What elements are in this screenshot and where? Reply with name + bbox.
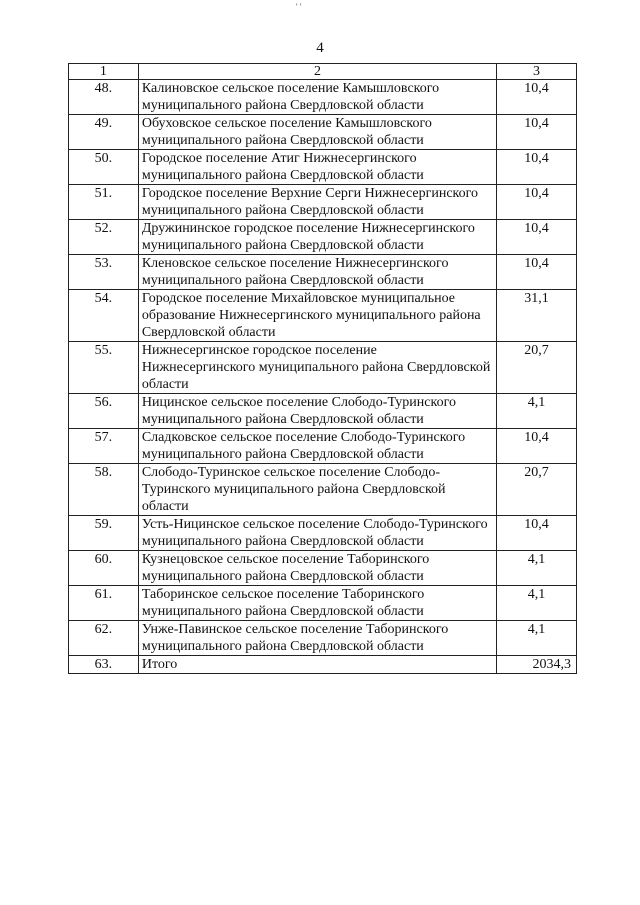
table-row (69, 220, 577, 255)
allocation-value: 4,1 (497, 586, 577, 621)
allocation-value: 10,4 (497, 220, 577, 255)
settlement-name: Сладковское сельское поселение Слободо-Туринского муниципального района Свердловской области (138, 429, 496, 464)
settlement-name: Городское поселение Михайловское муниципальное образование Нижнесергинского муниципального района Свердловской области (138, 290, 496, 342)
settlement-name: Ницинское сельское поселение Слободо-Туринского муниципального района Свердловской области (138, 394, 496, 429)
row-number: 52. (69, 220, 139, 255)
row-number: 61. (69, 586, 139, 621)
row-number: 48. (69, 80, 139, 115)
allocation-value: 4,1 (497, 394, 577, 429)
table-row (69, 342, 577, 394)
settlement-name: Нижнесергинское городское поселение Нижнесергинского муниципального района Свердловской области (138, 342, 496, 394)
table-row (69, 80, 577, 115)
row-number: 60. (69, 551, 139, 586)
table-row (69, 185, 577, 220)
table-row (69, 150, 577, 185)
allocation-table (68, 63, 577, 674)
table-row (69, 586, 577, 621)
table-row (69, 115, 577, 150)
settlement-name: Кузнецовское сельское поселение Таборинского муниципального района Свердловской области (138, 551, 496, 586)
column-header-name: 2 (138, 64, 496, 80)
header-row (69, 64, 577, 80)
allocation-value: 10,4 (497, 516, 577, 551)
settlement-name: Обуховское сельское поселение Камышловского муниципального района Свердловской области (138, 115, 496, 150)
table-row (69, 429, 577, 464)
settlement-name: Дружининское городское поселение Нижнесергинского муниципального района Свердловской области (138, 220, 496, 255)
settlement-name: Городское поселение Верхние Серги Нижнесергинского муниципального района Свердловской области (138, 185, 496, 220)
row-number: 55. (69, 342, 139, 394)
row-number: 59. (69, 516, 139, 551)
settlement-name: Калиновское сельское поселение Камышловского муниципального района Свердловской области (138, 80, 496, 115)
settlement-name: Таборинское сельское поселение Таборинского муниципального района Свердловской области (138, 586, 496, 621)
table-body (69, 80, 577, 674)
row-number: 58. (69, 464, 139, 516)
allocation-value: 10,4 (497, 150, 577, 185)
row-number: 53. (69, 255, 139, 290)
table-row (69, 290, 577, 342)
total-label: Итого (138, 656, 496, 674)
table-row (69, 551, 577, 586)
allocation-value: 10,4 (497, 80, 577, 115)
settlement-name: Усть-Ницинское сельское поселение Слободо-Туринского муниципального района Свердловской области (138, 516, 496, 551)
settlement-name: Слободо-Туринское сельское поселение Слободо-Туринского муниципального района Свердловской области (138, 464, 496, 516)
settlement-name: Кленовское сельское поселение Нижнесергинского муниципального района Свердловской области (138, 255, 496, 290)
row-number: 54. (69, 290, 139, 342)
table-row (69, 464, 577, 516)
allocation-value: 10,4 (497, 115, 577, 150)
allocation-value: 10,4 (497, 185, 577, 220)
total-row (69, 656, 577, 674)
settlement-name: Унже-Павинское сельское поселение Таборинского муниципального района Свердловской области (138, 621, 496, 656)
table-row (69, 516, 577, 551)
allocation-value: 20,7 (497, 342, 577, 394)
table-row (69, 255, 577, 290)
allocation-value: 20,7 (497, 464, 577, 516)
scan-speck: ' ' (296, 2, 302, 12)
row-number: 57. (69, 429, 139, 464)
allocation-value: 10,4 (497, 255, 577, 290)
total-value: 2034,3 (497, 656, 577, 674)
allocation-value: 31,1 (497, 290, 577, 342)
page-number: 4 (316, 40, 324, 56)
row-number: 49. (69, 115, 139, 150)
row-number: 50. (69, 150, 139, 185)
allocation-value: 4,1 (497, 621, 577, 656)
allocation-value: 4,1 (497, 551, 577, 586)
column-header-number: 1 (69, 64, 139, 80)
total-row-number: 63. (69, 656, 139, 674)
table-row (69, 621, 577, 656)
table-row (69, 394, 577, 429)
column-header-value: 3 (497, 64, 577, 80)
row-number: 56. (69, 394, 139, 429)
settlement-name: Городское поселение Атиг Нижнесергинского муниципального района Свердловской области (138, 150, 496, 185)
allocation-value: 10,4 (497, 429, 577, 464)
row-number: 62. (69, 621, 139, 656)
row-number: 51. (69, 185, 139, 220)
